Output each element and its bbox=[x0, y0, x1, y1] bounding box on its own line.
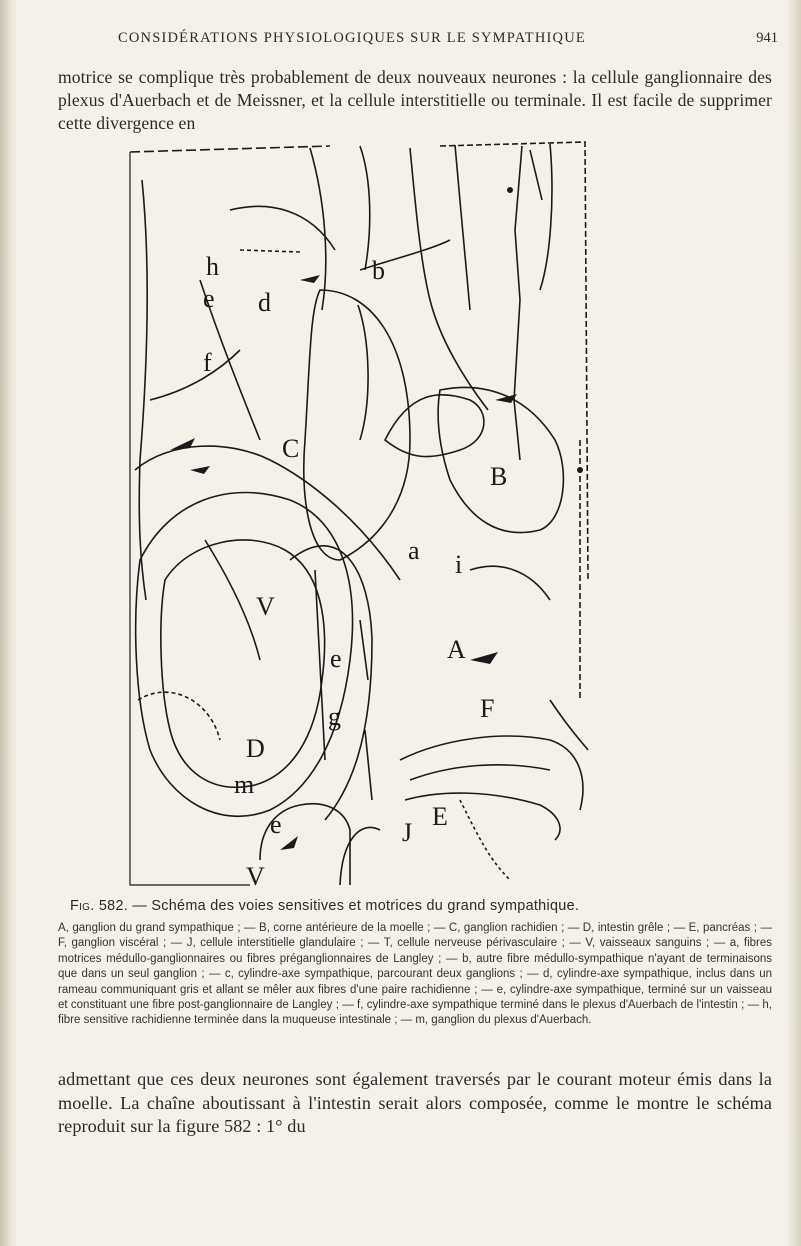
label-J: J bbox=[402, 818, 413, 847]
label-f: f bbox=[203, 348, 212, 377]
figure-caption bbox=[70, 898, 750, 914]
label-i: i bbox=[455, 550, 463, 579]
body-paragraph-top: motrice se complique très probablement de deux nouveaux neurones : la cellule ganglionnaire des plexus d'Auerbach et de Meissner, et la cellule interstitielle ou terminale. Il est facile de supprimer cette divergence en bbox=[58, 67, 772, 133]
label-B: B bbox=[490, 462, 508, 491]
label-e-mid: e bbox=[330, 644, 342, 673]
label-b: b bbox=[372, 256, 385, 285]
label-g: g bbox=[328, 702, 341, 731]
label-e-bottom: e bbox=[270, 810, 282, 839]
label-a: a bbox=[408, 536, 420, 565]
page-binding-shadow bbox=[0, 0, 18, 1246]
label-d: d bbox=[258, 288, 271, 317]
figure-legend: A, ganglion du grand sympathique ; — B, corne antérieure de la moelle ; — C, ganglion rachidien ; — D, intestin grêle ; — E, pancréas ; — F, ganglion viscéral ; — J, cellule interstitielle glandulaire ; — T, cellule nerveuse périvasculaire ; — V, vaisseaux sanguins ; — a, fibres motrices médullo-ganglionnaires ou fibres préganglionnaires de Langley ; — b, autre fibre médullo-sympathique n'ayant de terminaisons que dans un seul ganglion ; — c, cylindre-axe sympathique, parcourant deux ganglions ; — d, cylindre-axe sympathique, inclus dans un rameau communiquant gris et allant se mêler aux fibres d'une paire rachidienne ; — e, cylindre-axe sympathique, terminé sur un vaisseau et constituant une fibre post-ganglionnaire de Langley ; — f, cylindre-axe sympathique terminé dans le plexus d'Auerbach de l'intestin ; — h, fibre sensitive rachidienne terminée dans la muqueuse intestinale ; — m, ganglion du plexus d'Auerbach. bbox=[58, 922, 772, 1027]
label-V-mid: V bbox=[256, 592, 275, 621]
label-F: F bbox=[480, 694, 495, 723]
figure-caption-text: — Schéma des voies sensitives et motrices du grand sympathique. bbox=[128, 898, 580, 914]
label-E: E bbox=[432, 802, 448, 831]
schema-illustration bbox=[110, 140, 590, 895]
page-edge-shadow bbox=[787, 0, 801, 1246]
label-C: C bbox=[282, 434, 300, 463]
running-head bbox=[58, 30, 778, 50]
label-h: h bbox=[206, 252, 219, 281]
label-e-top: e bbox=[203, 284, 215, 313]
label-V-bottom: V bbox=[246, 862, 265, 891]
running-head-title: CONSIDÉRATIONS PHYSIOLOGIQUES SUR LE SYMPATHIQUE bbox=[118, 30, 586, 46]
label-m: m bbox=[234, 770, 255, 799]
label-A: A bbox=[447, 635, 466, 664]
label-D: D bbox=[246, 734, 265, 763]
page-number: 941 bbox=[756, 30, 778, 46]
figure-582 bbox=[110, 140, 590, 895]
body-paragraph-bottom: admettant que ces deux neurones sont également traversés par le courant moteur émis dans la moelle. La chaîne aboutissant à l'intestin serait alors composée, comme le montre le schéma reproduit sur la figure 582 : 1° du bbox=[58, 1069, 772, 1136]
figure-number: Fig. 582. bbox=[70, 898, 129, 914]
